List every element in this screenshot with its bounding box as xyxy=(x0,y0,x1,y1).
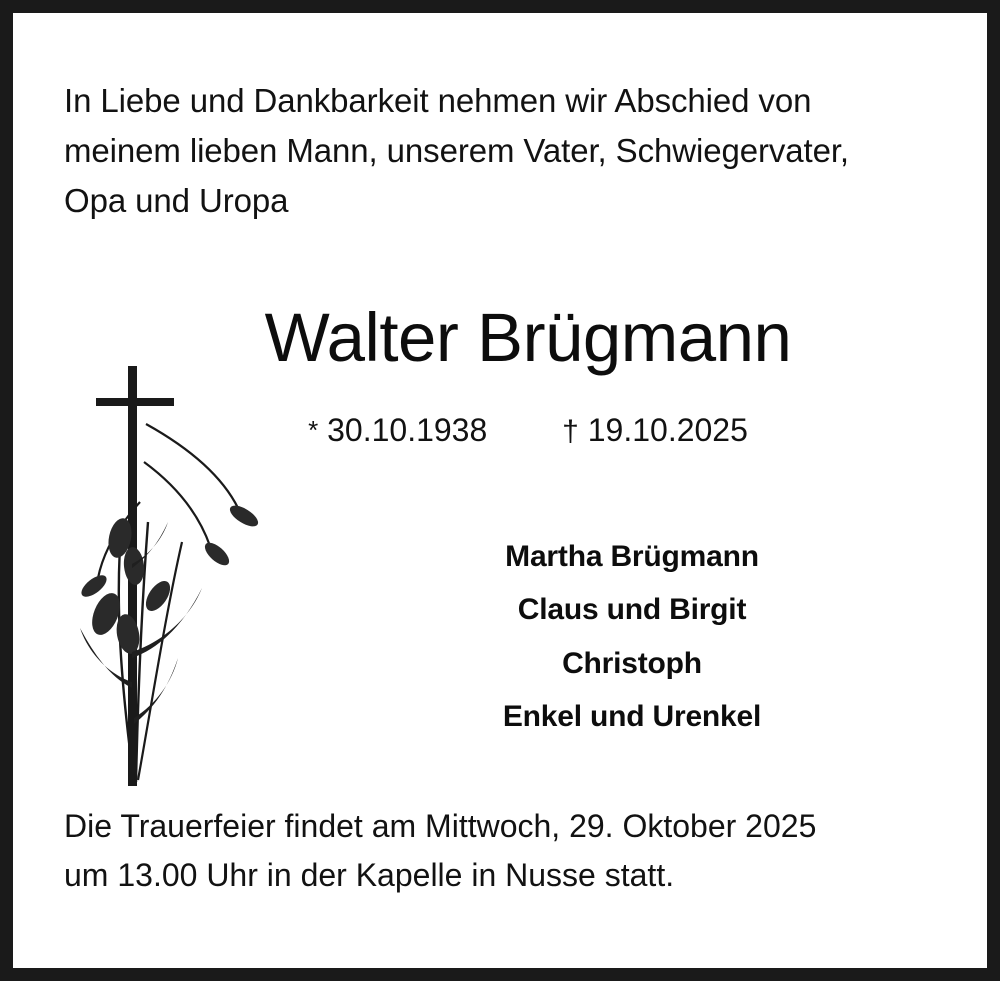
family-names xyxy=(422,530,842,744)
asterisk-icon: * xyxy=(308,415,319,445)
death-date-group xyxy=(562,412,748,448)
funeral-details xyxy=(64,802,954,901)
intro-line-2: meinem lieben Mann, unserem Vater, Schwiegervater, xyxy=(64,132,849,170)
death-date: 19.10.2025 xyxy=(587,412,748,448)
footer-line-1: Die Trauerfeier findet am Mittwoch, 29. Oktober 2025 xyxy=(64,807,817,844)
intro-text xyxy=(64,76,954,226)
family-line-1: Martha Brügmann xyxy=(505,540,759,573)
cross-dagger-icon: † xyxy=(562,415,579,448)
family-line-2: Claus und Birgit xyxy=(517,593,747,627)
family-line-4: Enkel und Urenkel xyxy=(502,700,762,734)
intro-line-3: Opa und Uropa xyxy=(64,182,289,220)
birth-date-group xyxy=(308,412,496,448)
deceased-name: Walter Brügmann xyxy=(264,299,792,376)
footer-line-2: um 13.00 Uhr in der Kapelle in Nusse statt. xyxy=(64,857,675,894)
cross-with-grain-icon xyxy=(62,352,292,802)
family-line-3: Christoph xyxy=(562,646,702,680)
notice-content xyxy=(22,22,978,959)
birth-date: 30.10.1938 xyxy=(327,412,488,448)
intro-line-1: In Liebe und Dankbarkeit nehmen wir Abschied von xyxy=(64,82,812,119)
